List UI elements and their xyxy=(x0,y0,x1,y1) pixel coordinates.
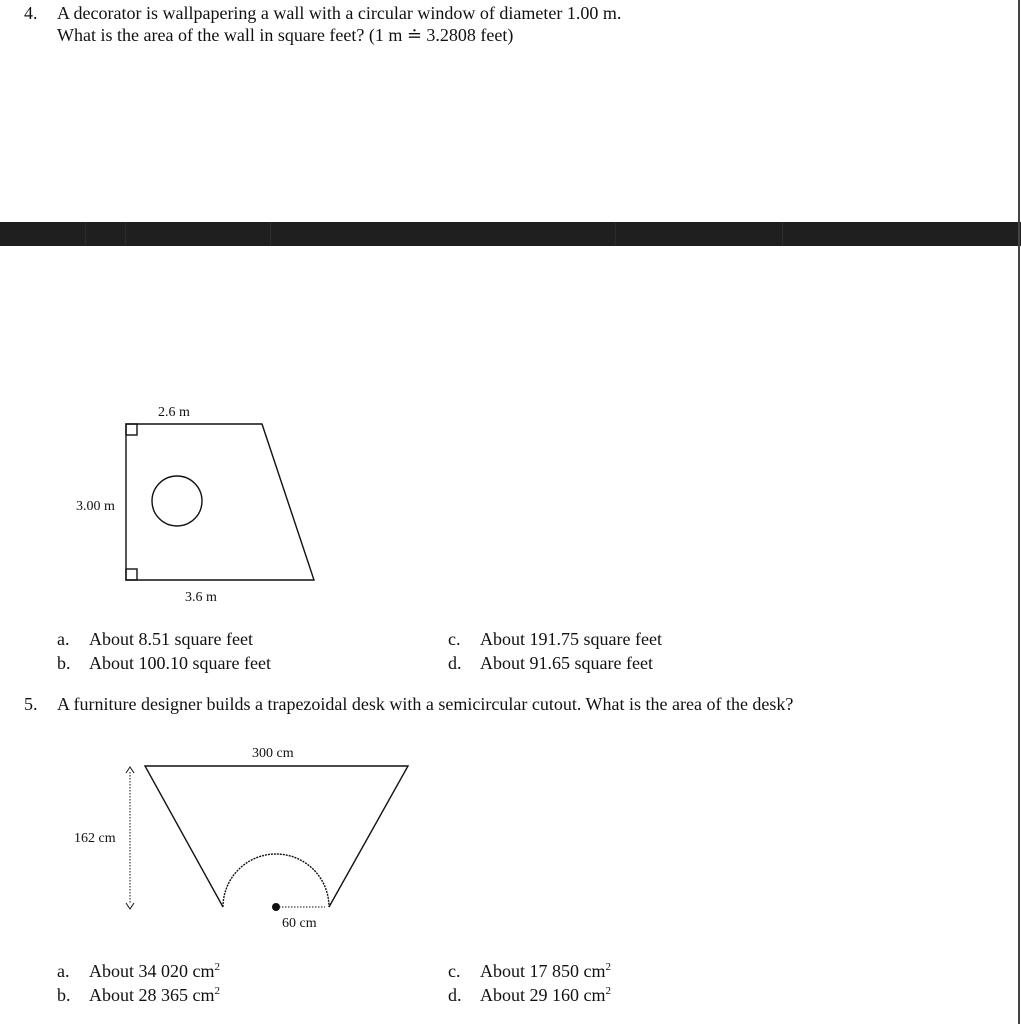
q4-choice-c-letter: c. xyxy=(448,629,461,649)
q5-choice-b-letter: b. xyxy=(57,985,71,1005)
q5-choice-c xyxy=(480,960,611,982)
desk-outline xyxy=(145,766,408,907)
q5-choice-a-exponent: 2 xyxy=(214,961,220,973)
q5-choice-c-exponent: 2 xyxy=(605,961,611,973)
q5-choice-d xyxy=(480,984,611,1006)
semicircle-cutout xyxy=(223,854,329,907)
q5-choice-a-text: About 34 020 cm xyxy=(89,961,215,981)
q5-choice-b xyxy=(89,984,220,1006)
desk-top-label: 300 cm xyxy=(252,746,294,761)
q4-choice-a-letter: a. xyxy=(57,629,70,649)
window-circle xyxy=(152,476,202,526)
cutout-center-dot xyxy=(272,903,280,911)
question-4-text-line2: What is the area of the wall in square feet? (1 m ≐ 3.2808 feet) xyxy=(57,25,514,45)
q5-choice-a xyxy=(89,960,220,982)
question-5-number: 5. xyxy=(24,694,38,714)
question-5-text: A furniture designer builds a trapezoidal desk with a semicircular cutout. What is the area of the desk? xyxy=(57,694,794,714)
q5-choice-d-exponent: 2 xyxy=(605,985,611,997)
desk-height-label: 162 cm xyxy=(74,831,116,846)
wall-left-label: 3.00 m xyxy=(76,499,115,514)
wall-bottom-label: 3.6 m xyxy=(185,590,217,605)
q4-choice-d-letter: d. xyxy=(448,653,462,673)
q5-choice-d-letter: d. xyxy=(448,985,462,1005)
desk-radius-label: 60 cm xyxy=(282,916,317,931)
q5-choice-d-text: About 29 160 cm xyxy=(480,985,606,1005)
right-angle-marker-top xyxy=(126,424,137,435)
q5-choice-c-letter: c. xyxy=(448,961,461,981)
question-4-number: 4. xyxy=(24,3,38,23)
wall-top-label: 2.6 m xyxy=(158,405,190,420)
question-4-text-line1: A decorator is wallpapering a wall with a circular window of diameter 1.00 m. xyxy=(57,3,622,23)
q5-choice-b-text: About 28 365 cm xyxy=(89,985,215,1005)
height-arrow-bottom xyxy=(126,903,134,909)
wall-trapezoid xyxy=(126,424,314,580)
q4-choice-c-text: About 191.75 square feet xyxy=(480,629,662,649)
right-angle-marker-bottom xyxy=(126,569,137,580)
q5-choice-b-exponent: 2 xyxy=(214,985,220,997)
q5-choice-c-text: About 17 850 cm xyxy=(480,961,606,981)
q4-choice-a-text: About 8.51 square feet xyxy=(89,629,253,649)
q4-choice-d-text: About 91.65 square feet xyxy=(480,653,653,673)
q5-choice-a-letter: a. xyxy=(57,961,70,981)
q4-choice-b-text: About 100.10 square feet xyxy=(89,653,271,673)
q4-choice-b-letter: b. xyxy=(57,653,71,673)
